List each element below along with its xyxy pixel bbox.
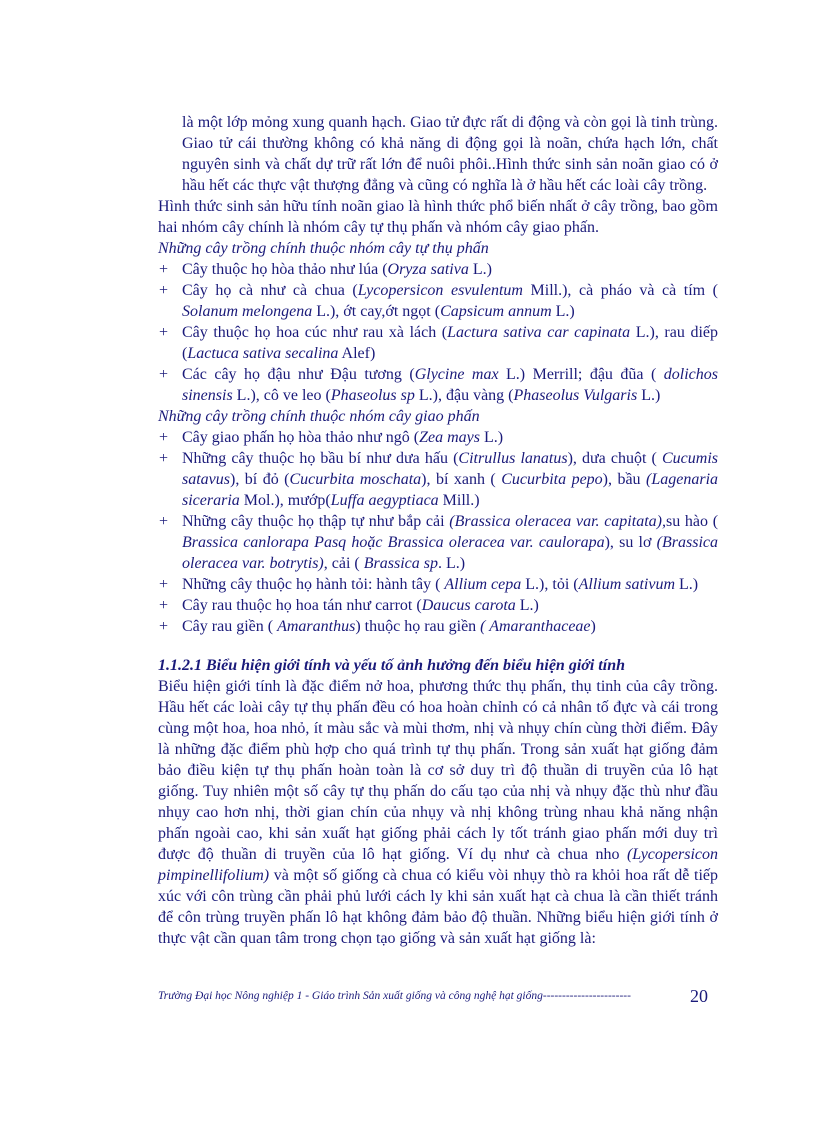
plus-icon: +	[159, 450, 169, 467]
plus-icon: +	[159, 261, 169, 278]
cross-pollinating-heading: Những cây trồng chính thuộc nhóm cây giao phấn	[158, 408, 480, 425]
page-footer	[158, 986, 718, 1006]
list-item: + Những cây thuộc họ hành tỏi: hành tây ( Allium cepa L.), tỏi (Allium sativum L.)	[159, 576, 699, 593]
self-pollinating-list	[158, 259, 718, 406]
list-item: + Cây giao phấn họ hòa thảo như ngô (Zea mays L.)	[159, 429, 504, 446]
list-item: + Cây họ cà như cà chua (Lycopersicon esvulentum Mill.), cà pháo và cà tím ( Solanum melongena L.), ớt cay,ớt ngọt (Capsicum annum L.)	[159, 282, 719, 320]
list-item: + Cây rau thuộc họ hoa tán như carrot (Daucus carota L.)	[159, 597, 539, 614]
intro-paragraph: Hình thức sinh sản hữu tính noãn giao là hình thức phổ biến nhất ở cây trồng, bao gồm hai nhóm cây chính là nhóm cây tự thụ phấn và nhóm cây giao phấn.	[158, 198, 718, 236]
plus-icon: +	[159, 576, 169, 593]
self-pollinating-heading: Những cây trồng chính thuộc nhóm cây tự thụ phấn	[158, 240, 489, 257]
plus-icon: +	[159, 282, 169, 299]
plus-icon: +	[159, 513, 169, 530]
list-item: + Cây thuộc họ hòa thảo như lúa (Oryza sativa L.)	[159, 261, 492, 278]
plus-icon: +	[159, 618, 169, 635]
intro-continuation: là một lớp mỏng xung quanh hạch. Giao tử đực rất di động và còn gọi là tinh trùng. Giao tử cái thường không có khả năng di động gọi là noãn, chứa hạch lớn, chất nguyên sinh và chất dự trữ rất lớn để nuôi phôi..Hình thức sinh sản noãn giao có ở hầu hết các thực vật thượng đẳng và cũng có nghĩa là ở hầu hết các loài cây trồng.	[182, 114, 718, 194]
list-item: + Những cây thuộc họ bầu bí như dưa hấu (Citrullus lanatus), dưa chuột ( Cucumis satavus), bí đỏ (Cucurbita moschata), bí xanh ( Cucurbita pepo), bầu (Lagenaria siceraria Mol.), mướp(Luffa aegyptiaca Mill.)	[159, 450, 719, 509]
cross-pollinating-list	[158, 427, 718, 637]
section-paragraph: Biểu hiện giới tính là đặc điểm nở hoa, phương thức thụ phấn, thụ tinh của cây trồng. Hầu hết các loài cây tự thụ phấn đều có hoa hoàn chỉnh có cả nhân tố đực và cái trong cùng một hoa, hoa nhỏ, ít màu sắc và mùi thơm, nhị và nhụy chín cùng thời điểm. Đây là những đặc điểm phù hợp cho quá trình tự thụ phấn. Trong sản xuất hạt giống đảm bảo điều kiện tự thụ phấn hoàn toàn là cơ sở duy trì độ thuần di truyền của lô hạt giống. Tuy nhiên một số cây tự thụ phấn do cấu tạo của nhị và nhụy đặc thù như đầu nhụy cao hơn nhị, thời gian chín của nhụy và nhị không trùng nhau khả năng nhận phấn ngoài cao, khi sản xuất hạt giống phải cách ly tốt tránh giao phấn mới duy trì được độ thuần di truyền của lô hạt giống. Ví dụ như cà chua nho (Lycopersicon pimpinellifolium) và một số giống cà chua có kiểu vòi nhụy thò ra khỏi hoa rất dễ tiếp xúc với côn trùng cần phải phủ lưới cách ly khi sản xuất hạt cà chua là cần thiết tránh để côn trùng truyền phấn lô hạt không đảm bảo độ thuần. Những biểu hiện giới tính ở thực vật cần quan tâm trong chọn tạo giống và sản xuất hạt giống là:	[158, 678, 718, 947]
plus-icon: +	[159, 597, 169, 614]
list-item: + Cây thuộc họ hoa cúc như rau xà lách (Lactura sativa car capinata L.), rau diếp (Lactuca sativa secalina Alef)	[159, 324, 718, 362]
list-item: + Các cây họ đậu như Đậu tương (Glycine max L.) Merrill; đậu đũa ( dolichos sinensis L.), cô ve leo (Phaseolus sp L.), đậu vàng (Phaseolus Vulgaris L.)	[159, 366, 718, 404]
plus-icon: +	[159, 324, 169, 341]
plus-icon: +	[159, 366, 169, 383]
page-body	[158, 112, 718, 949]
list-item: + Những cây thuộc họ thập tự như bắp cải (Brassica oleracea var. capitata),su hào ( Brassica canlorapa Pasq hoặc Brassica oleracea var. caulorapa), su lơ (Brassica oleracea var. botrytis), cải ( Brassica sp. L.)	[159, 513, 719, 572]
page-number: 20	[690, 986, 708, 1006]
footer-text: Trường Đại học Nông nghiệp 1 - Giáo trình Sản xuất giống và công nghệ hạt giống-----------------------	[158, 990, 631, 1002]
list-item: + Cây rau giền ( Amaranthus) thuộc họ rau giền ( Amaranthaceae)	[159, 618, 596, 635]
section-title: 1.1.2.1 Biểu hiện giới tính và yếu tố ảnh hưởng đến biểu hiện giới tính	[158, 657, 625, 674]
plus-icon: +	[159, 429, 169, 446]
